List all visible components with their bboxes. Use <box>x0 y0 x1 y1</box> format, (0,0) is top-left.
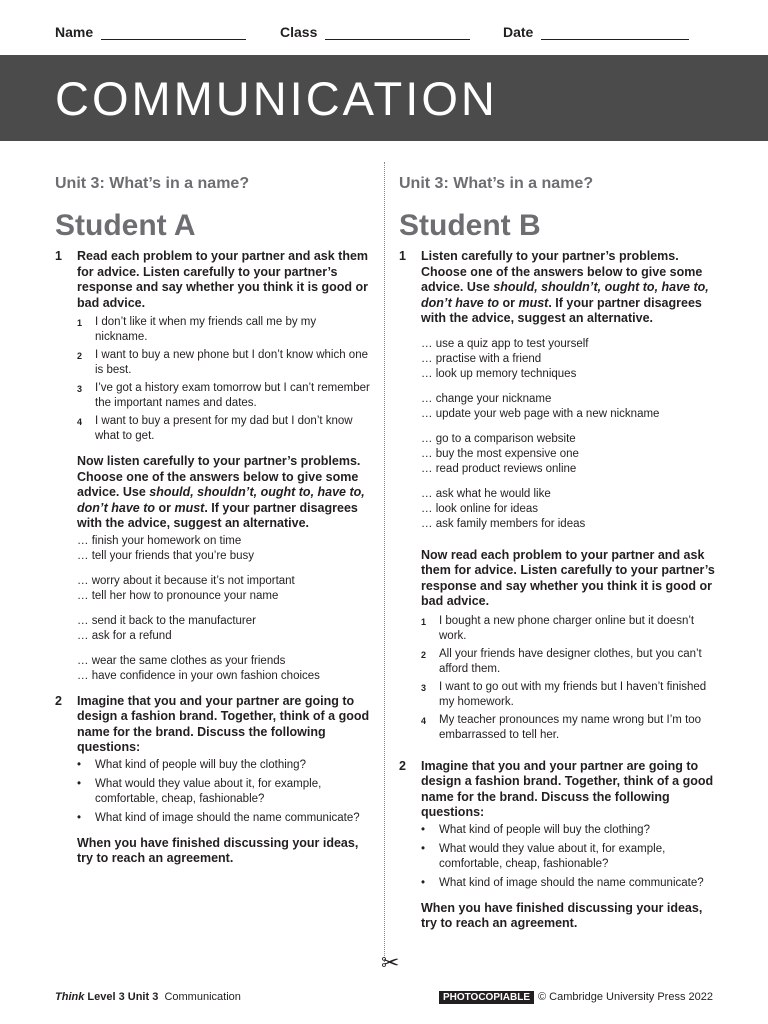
bullet-item: • What kind of image should the name communicate? <box>77 811 371 826</box>
footer-left <box>55 991 241 1003</box>
option-group <box>77 534 371 564</box>
cut-line <box>384 162 385 962</box>
option-group <box>77 654 371 684</box>
problem-item <box>77 348 371 378</box>
option-item: … go to a comparison website <box>421 432 576 445</box>
option-group <box>421 337 717 382</box>
read-instructions: Now read each problem to your partner and ask them for advice. Listen carefully to your partner’s response and say whether you think it is good or bad advice. <box>421 547 715 608</box>
date-blank <box>541 25 689 40</box>
problem-number: 3 <box>77 384 83 394</box>
problem-number: 2 <box>77 351 83 361</box>
problem-text: I want to go out with my friends but I haven’t finished my homework. <box>439 680 707 708</box>
footer-section: Communication <box>164 991 241 1003</box>
modal-must: must <box>518 295 549 310</box>
instruction-text-end: . If your partner disagrees with the advice, suggest an alternative. <box>77 500 358 530</box>
problem-item <box>421 680 717 710</box>
option-item: … wear the same clothes as your friends <box>77 654 286 667</box>
closing-instruction: When you have finished discussing your ideas, try to reach an agreement. <box>77 835 359 865</box>
page-title: COMMUNICATION <box>55 72 498 125</box>
instruction-or: or <box>155 500 175 515</box>
option-group <box>421 392 717 422</box>
problem-item <box>77 381 371 411</box>
question-1 <box>55 249 371 444</box>
copyright-text: © Cambridge University Press 2022 <box>537 991 713 1003</box>
name-field <box>55 24 246 40</box>
date-label: Date <box>503 24 534 40</box>
bullet-item: • What would they value about it, for example, comfortable, cheap, fashionable? <box>77 777 371 807</box>
problem-item <box>77 315 371 345</box>
option-item: … finish your homework on time <box>77 534 242 547</box>
option-group <box>421 432 717 477</box>
question-1 <box>399 249 717 327</box>
option-group <box>421 487 717 532</box>
option-item: … use a quiz app to test yourself <box>421 337 589 350</box>
problem-list <box>77 315 371 444</box>
question-text: Imagine that you and your partner are going to design a fashion brand. Together, think of a good name for the brand. Discuss the following questions: <box>421 758 714 819</box>
option-item: … change your nickname <box>421 392 552 405</box>
option-item: … buy the most expensive one <box>421 447 579 460</box>
student-b-column <box>399 175 717 932</box>
name-blank <box>101 25 246 40</box>
class-field <box>280 24 470 40</box>
option-item: … send it back to the manufacturer <box>77 614 256 627</box>
problem-text: My teacher pronounces my name wrong but I’m too embarrassed to tell her. <box>439 713 702 741</box>
footer-right <box>439 991 713 1003</box>
problem-number: 1 <box>77 318 83 328</box>
name-label: Name <box>55 24 94 40</box>
student-title: Student B <box>399 209 541 242</box>
problem-item <box>421 614 717 644</box>
option-item: … tell your friends that you’re busy <box>77 549 255 562</box>
problem-text: I want to buy a present for my dad but I don’t know what to get. <box>95 415 353 442</box>
scissors-icon: ✂ <box>381 950 400 975</box>
advice-options <box>55 534 371 684</box>
listen-instructions <box>55 454 371 532</box>
problem-text: I don’t like it when my friends call me by my nickname. <box>95 316 317 343</box>
unit-title: Unit 3: What’s in a name? <box>55 175 250 192</box>
discussion-bullets <box>77 758 371 826</box>
problem-number: 2 <box>421 649 427 660</box>
bullet-item: • What kind of image should the name communicate? <box>421 876 717 891</box>
problem-number: 4 <box>77 417 83 427</box>
footer-brand: Think <box>55 991 85 1003</box>
date-field <box>503 24 689 40</box>
question-2 <box>399 759 717 891</box>
student-title: Student A <box>55 209 196 242</box>
option-item: … have confidence in your own fashion choices <box>77 669 320 682</box>
discussion-bullets <box>421 823 717 891</box>
problem-block <box>399 614 717 743</box>
option-item: … look up memory techniques <box>421 367 577 380</box>
question-number: 1 <box>399 249 406 263</box>
closing-instruction: When you have finished discussing your ideas, try to reach an agreement. <box>421 900 703 930</box>
problem-text: I’ve got a history exam tomorrow but I can’t remember the important names and dates. <box>95 382 370 409</box>
question-text: Read each problem to your partner and ask them for advice. Listen carefully to your partner’s response and say whether you think it is good or bad advice. <box>77 249 369 310</box>
class-blank <box>325 25 470 40</box>
question-number: 1 <box>55 249 62 263</box>
photocopiable-badge: PHOTOCOPIABLE <box>439 991 534 1004</box>
question-text: Imagine that you and your partner are going to design a fashion brand. Together, think of a good name for the brand. Discuss the following questions: <box>77 693 370 754</box>
problem-number: 4 <box>421 715 427 726</box>
bullet-item: • What kind of people will buy the clothing? <box>421 823 717 838</box>
option-group <box>77 574 371 604</box>
class-label: Class <box>280 24 318 40</box>
option-item: … look online for ideas <box>421 502 538 515</box>
problem-list <box>421 614 717 743</box>
problem-item <box>421 647 717 677</box>
problem-text: All your friends have designer clothes, but you can’t afford them. <box>439 647 702 675</box>
instruction-or: or <box>499 295 519 310</box>
option-item: … worry about it because it’s not important <box>77 574 295 587</box>
problem-text: I want to buy a new phone but I don’t know which one is best. <box>95 349 368 376</box>
problem-number: 3 <box>421 682 427 693</box>
title-banner <box>0 55 768 141</box>
instruction-text-end: . If your partner disagrees with the advice, suggest an alternative. <box>421 295 702 325</box>
instruction-text: Listen carefully to your partner’s problems. Choose one of the answers below to give some advice. Use <box>421 249 703 294</box>
problem-number: 1 <box>421 616 427 627</box>
modal-verbs: should, shouldn’t, ought to, have to, don’t have to <box>77 485 365 515</box>
problem-item <box>421 713 717 743</box>
problem-text: I bought a new phone charger online but it doesn’t work. <box>439 614 695 642</box>
option-item: … update your web page with a new nickname <box>421 407 660 420</box>
bullet-item: • What kind of people will buy the clothing? <box>77 758 371 773</box>
unit-title: Unit 3: What’s in a name? <box>399 175 594 192</box>
option-group <box>77 614 371 644</box>
student-a-column <box>55 175 371 867</box>
option-item: … read product reviews online <box>421 462 577 475</box>
advice-options <box>399 337 717 532</box>
option-item: … ask what he would like <box>421 487 551 500</box>
modal-verbs: should, shouldn’t, ought to, have to, don’t have to <box>421 280 709 310</box>
option-item: … tell her how to pronounce your name <box>77 589 279 602</box>
modal-must: must <box>174 500 205 515</box>
option-item: … ask family members for ideas <box>421 517 586 530</box>
question-number: 2 <box>399 758 406 773</box>
question-number: 2 <box>55 693 62 708</box>
bullet-item: • What would they value about it, for example, comfortable, cheap, fashionable? <box>421 842 717 872</box>
question-2 <box>55 694 371 826</box>
footer-level: Level 3 Unit 3 <box>84 991 159 1003</box>
problem-item <box>77 414 371 444</box>
instruction-text: Now listen carefully to your partner’s problems. Choose one of the answers below to give some advice. Use <box>77 454 361 499</box>
option-item: … ask for a refund <box>77 629 172 642</box>
option-item: … practise with a friend <box>421 352 542 365</box>
